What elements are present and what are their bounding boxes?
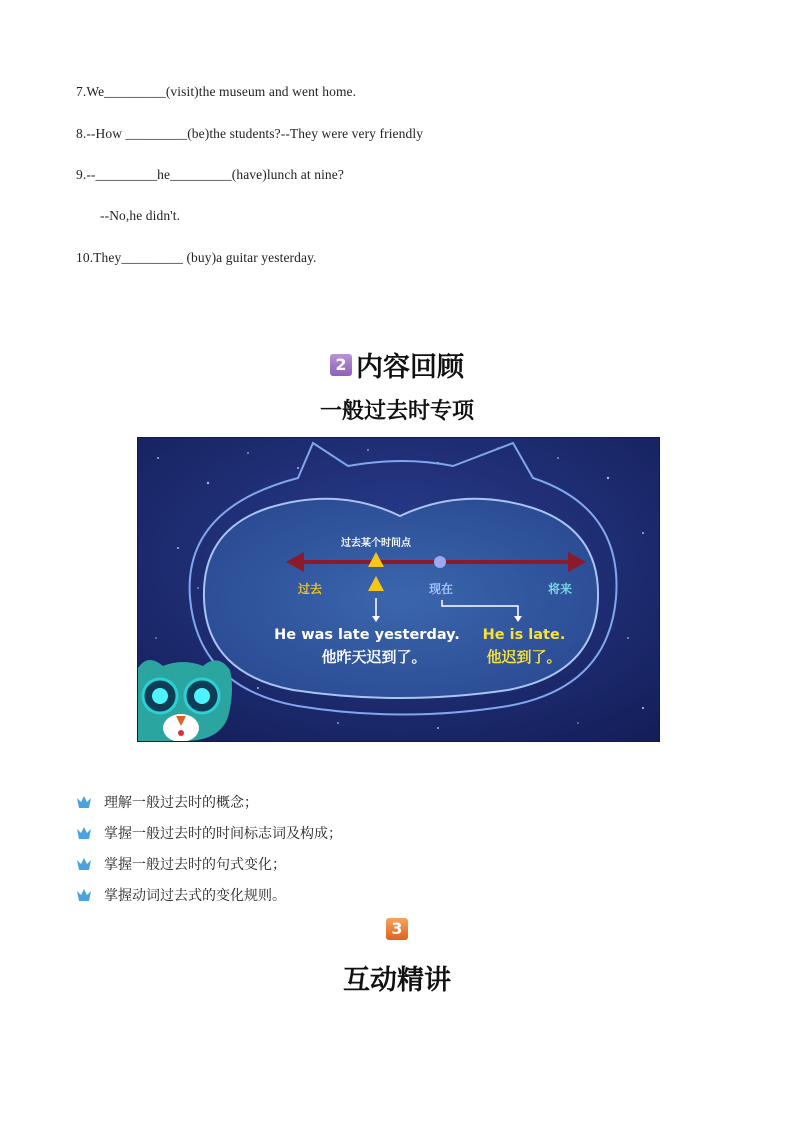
list-item-text: 理解一般过去时的概念； (104, 794, 258, 811)
content-panel (204, 499, 598, 698)
section-2-heading (0, 345, 794, 384)
now-dot (434, 556, 446, 568)
now-label: 现在 (428, 582, 454, 596)
future-label: 将来 (547, 582, 573, 596)
section-3-badge-row (0, 918, 794, 940)
example-now-en: He is late. (482, 627, 566, 643)
section-subtitle: 一般过去时专项 (319, 399, 474, 424)
section-title: 内容回顾 (356, 352, 464, 383)
list-item (76, 848, 342, 879)
crown-bullet-icon (76, 826, 92, 840)
objective-list (76, 786, 342, 910)
owl-mascot-icon (138, 660, 232, 741)
list-item (76, 817, 342, 848)
timeline-illustration (137, 437, 660, 742)
section-3-title: 互动精讲 (343, 965, 451, 996)
example-past-en: He was late yesterday. (274, 627, 460, 643)
list-item-text: 掌握一般过去时的句式变化； (104, 856, 286, 873)
exercise-10: 10.They_________ (buy)a guitar yesterday. (76, 250, 317, 265)
crown-bullet-icon (76, 888, 92, 902)
section-number-badge: 2 (330, 354, 352, 376)
section-number-badge: 3 (386, 918, 408, 940)
example-now-cn: 他迟到了。 (486, 648, 562, 666)
list-item-text: 掌握一般过去时的时间标志词及构成； (104, 825, 342, 842)
marker-label: 过去某个时间点 (341, 538, 411, 549)
crown-bullet-icon (76, 857, 92, 871)
example-past-cn: 他昨天迟到了。 (321, 648, 427, 666)
exercise-7: 7.We_________(visit)the museum and went home. (76, 84, 357, 99)
list-item-text: 掌握动词过去式的变化规则。 (104, 887, 286, 904)
exercise-9: 9.--_________he_________(have)lunch at nine? (76, 167, 344, 182)
exercise-8: 8.--How _________(be)the students?--They were very friendly (76, 126, 424, 141)
crown-bullet-icon (76, 795, 92, 809)
list-item (76, 786, 342, 817)
exercise-9-answer: --No,he didn't. (100, 208, 181, 223)
list-item (76, 879, 342, 910)
past-label: 过去 (297, 582, 323, 596)
